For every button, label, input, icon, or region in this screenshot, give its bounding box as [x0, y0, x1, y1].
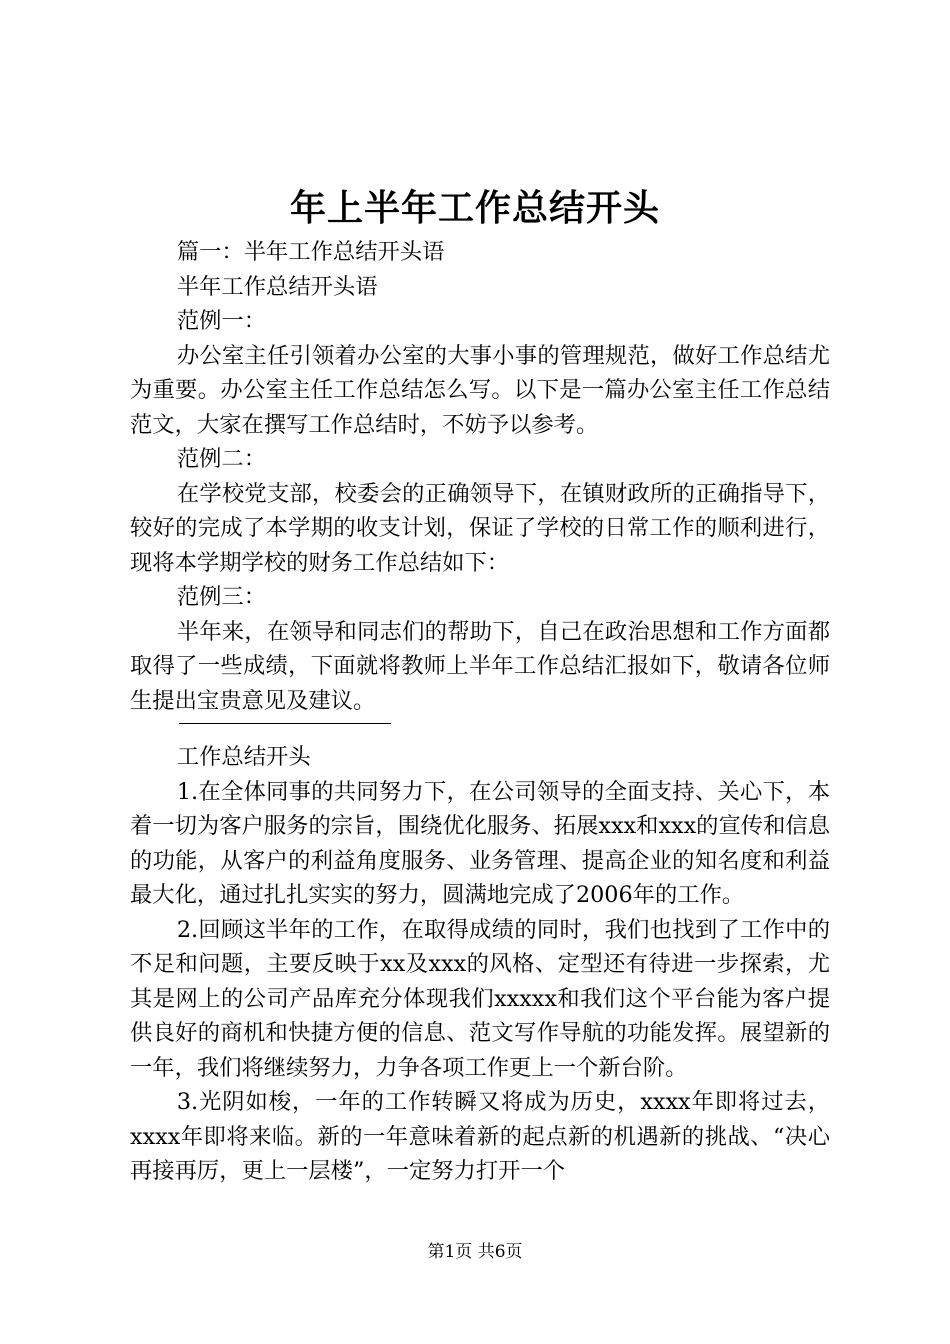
- paragraph: 1.在全体同事的共同努力下，在公司领导的全面支持、关心下，本着一切为客户服务的宗旨，围绕优化服务、拓展xxx和xxx的宣传和信息的功能，从客户的利益角度服务、业务管理、提高企业的知名度和利益最大化，通过扎扎实实的努力，圆满地完成了2006年的工作。: [130, 778, 830, 908]
- document-title: 年上半年工作总结开头: [289, 187, 660, 229]
- separator-line: [179, 718, 830, 740]
- paragraph: 篇一：半年工作总结开头语: [176, 239, 445, 265]
- paragraph: 工作总结开头: [176, 744, 311, 770]
- paragraph: 办公室主任引领着办公室的大事小事的管理规范，做好工作总结尤为重要。办公室主任工作总结怎么写。以下是一篇办公室主任工作总结范文，大家在撰写工作总结时，不妨予以参考。: [130, 342, 830, 438]
- paragraph: 2.回顾这半年的工作，在取得成绩的同时，我们也找到了工作中的不足和问题，主要反映于xx及xxx的风格、定型还有待进一步探索，尤其是网上的公司产品库充分体现我们xxxxx和我们这个平台能为客户提供良好的商机和快捷方便的信息、范文写作导航的功能发挥。展望新的一年，我们将继续努力，力争各项工作更上一个新台阶。: [130, 916, 830, 1081]
- paragraph: 范例一：: [176, 308, 267, 334]
- paragraph: 半年工作总结开头语: [176, 273, 378, 300]
- page-number: 第1页 共6页: [427, 1242, 523, 1262]
- paragraph: 在学校党支部，校委会的正确领导下，在镇财政所的正确指导下，较好的完成了本学期的收支计划，保证了学校的日常工作的顺利进行，现将本学期学校的财务工作总结如下：: [130, 480, 830, 576]
- document-body: [130, 235, 830, 1189]
- paragraph: 范例二：: [176, 446, 267, 472]
- paragraph: 半年来，在领导和同志们的帮助下，自己在政治思想和工作方面都取得了一些成绩，下面就将教师上半年工作总结汇报如下，敬请各位师生提出宝贵意见及建议。: [130, 618, 830, 714]
- paragraph: 3.光阴如梭，一年的工作转瞬又将成为历史，xxxx年即将过去，xxxx年即将来临。新的一年意味着新的起点新的机遇新的挑战、“决心再接再厉，更上一层楼”，一定努力打开一个: [130, 1089, 830, 1184]
- paragraph: 范例三：: [176, 584, 267, 610]
